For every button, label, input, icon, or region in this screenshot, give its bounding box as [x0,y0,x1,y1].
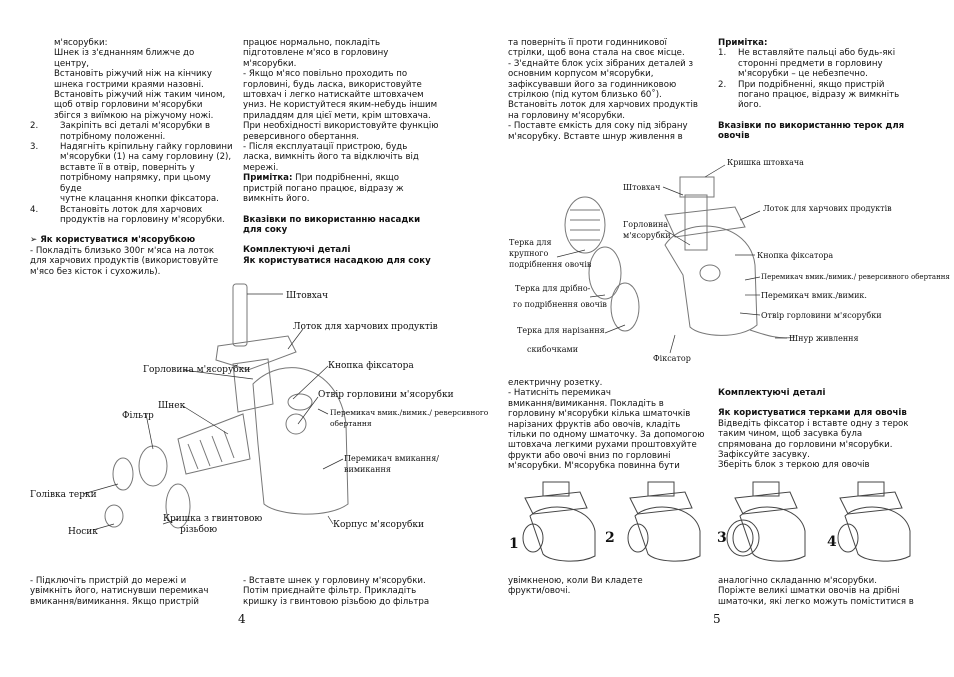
label-tray: Лоток для харчових продуктів [763,204,892,213]
text-line: - Поставте ємкість для соку під зібрану [508,121,688,132]
page5-col1-mid [508,378,713,472]
section-heading: Вказівки по використанню насадки [243,214,421,225]
section-heading: овочів [718,131,750,142]
label-neck-hole: Отвір горловини м'ясорубки [318,390,454,400]
section-heading: для соку [243,224,288,235]
text-line: кришку із гвинтовою різьбою до фільтра [243,596,430,607]
page4-col1 [30,38,235,277]
text-line: ласка, вимкніть його та відключіть від [243,152,419,163]
list-item [30,121,235,142]
text-line: м'ясорубки (1) на саму горловину (2), [60,152,232,163]
text-line: працює нормально, покладіть [243,38,381,48]
text-line: спрямована до горловини м'ясорубки. [718,439,893,450]
step-3-illustration [727,482,805,561]
text-line: для харчових продуктів (використовуйте [30,256,219,267]
label-spout: Носик [68,527,98,537]
label-fine-grater: Терка для дрібно- [515,284,591,293]
label-coarse-grater: крупного [509,249,549,258]
step-4-illustration [838,482,910,561]
page4-col2 [243,38,453,266]
text-line: Шнек із з'єднанням ближче до [54,48,195,59]
list-number: 2. [718,79,727,90]
text-line: пристрій погано працює, відразу ж [243,183,404,194]
section-heading: Як користуватися терками для овочів [718,408,907,419]
slicer-shape [611,283,639,331]
label-power-switch: Перемикач вмикання/ [344,454,439,463]
text-line: тільки по одному шматочку. За допомогою [508,430,705,441]
list-item [718,48,928,79]
note-label: Примітка: [243,173,293,184]
text-line: приладдям для цієї мети, крім штовхача. [243,110,431,121]
note-line [243,173,453,183]
coarse-grater-shape [565,197,605,253]
text-line: Зафіксуйте засувку. [718,450,810,461]
text-line: Встановіть лоток для харчових продуктів [508,100,698,111]
list-item [30,205,235,226]
label-reverse-switch: Перемикач вмик./вимик./ реверсивного обертання [761,273,950,281]
grater-diagram [505,155,950,370]
steps-list [30,121,235,225]
filter-shape [139,446,167,486]
text-line: Закріпіть всі деталі м'ясорубки в [60,121,211,132]
text-line: та поверніть її проти годинникової [508,38,667,48]
label-neck-hole: Отвір горловини м'ясорубки [761,311,882,320]
text-line: вмикання/вимикання. Якщо пристрій [30,596,200,607]
text-line: шматочки, які легко можуть поміститися в [718,596,914,607]
page-number: 5 [713,612,721,626]
section-heading: Вказівки по використанню терок для [718,120,905,131]
assembly-steps [505,476,930,572]
step-2-illustration [628,482,700,561]
step-number: 1 [509,536,519,552]
label-lock-button: Кнопка фіксатора [328,361,414,371]
label-tray: Лоток для харчових продуктів [293,322,438,332]
auger-shape [178,414,250,474]
text-line: сторонні предмети в горловину [738,58,883,69]
text-line: м'ясорубки. М'ясорубка повинна бути [508,461,680,472]
label-neck: Горловина [623,220,669,229]
text-line: фрукти/овочі. [508,586,571,597]
text-line: горловину м'ясорубки кілька шматочків [508,409,691,420]
pusher-shape [685,195,707,250]
text-line: м'ясорубки. [243,58,297,69]
grater-head-shape [113,458,133,490]
text-line: Поріжте великі шматки овочів на дрібні [718,586,900,597]
label-fine-grater: го подрібнення овочів [513,300,607,309]
text-line: штовхача легкими рухами проштовхуйте [508,440,697,451]
text-line: потрібному напрямку, при цьому буде [60,173,211,194]
label-lock-button: Кнопка фіксатора [757,251,834,260]
text-line: вмикання/вимикання. Покладіть в [508,398,664,409]
label-reverse-switch: Перемикач вмик./вимик./ реверсивного [330,408,489,417]
page4-bottom-col1 [30,576,235,607]
text-line: горловині, будь ласка, використовуйте [243,79,422,90]
list-number: 1. [718,48,727,59]
step-1-illustration [523,482,595,561]
step-number: 4 [827,534,837,550]
text-line: - З'єднайте блок усіх зібраних деталей з [508,58,694,69]
text-line: центру, [54,58,90,69]
note-text: При подрібненні, якщо [292,173,400,184]
text-line: - Натисніть перемикач [508,388,611,399]
label-slicer: скибочками [527,345,579,354]
text-line: стрілки, щоб вона стала на своє місце. [508,48,685,59]
label-nut: Кришка з гвинтовою [163,514,263,524]
intro-block [30,38,235,121]
text-line: нарізаних фруктів або овочів, кладіть [508,419,681,430]
label-pusher: Штовхач [623,183,661,192]
text-line: щоб отвір горловини м'ясорубки [54,100,203,111]
note-list [718,48,928,110]
label-neck: Горловина м'ясорубки [143,365,251,375]
text-line: м'ясорубки – це небезпечно. [738,69,868,80]
label-slicer: Терка для нарізання [517,326,605,335]
text-line: Встановіть ріжучий ніж на кінчику [54,69,212,80]
label-pusher: Штовхач [286,291,329,301]
text-line: м'ясорубку. Вставте шнур живлення в [508,131,683,142]
page5-col1-top [508,38,713,142]
lid-shape [680,177,714,197]
section-heading: Як користуватися насадкою для соку [243,255,431,266]
text-line: чутне клацання кнопки фіксатора. [60,194,219,205]
section-heading: ➢ Як користуватися м'ясорубкою [30,235,196,246]
step-number: 2 [605,530,615,546]
text-line: стрілкою (під кутом близько 60˚). [508,90,662,101]
text-line: Не вставляйте пальці або будь-які [738,48,896,59]
text-line: продуктів на горловину м'ясорубки. [60,214,225,225]
text-line: потрібному положенні. [60,131,166,142]
label-cord: Шнур живлення [789,334,859,343]
section-heading: Комплектуючі деталі [718,388,826,398]
label-coarse-grater: подрібнення овочів [509,260,592,269]
text-line: униз. Не користуйтеся яким-небудь іншим [243,100,438,111]
text-line: Потім приєднайте фільтр. Прикладіть [243,586,417,597]
label-lock: Фіксатор [653,354,691,363]
text-line: увімкненою, коли Ви кладете [508,576,643,586]
label-power-switch: вимикання [344,465,391,474]
label-power-switch: Перемикач вмик./вимик. [761,291,867,300]
text-line: - Покладіть близько 300г м'яса на лоток [30,245,215,256]
spout-shape [105,505,123,527]
page5-col2-mid [718,388,928,471]
text-line: Встановіть лоток для харчових [60,204,203,215]
text-line: його. [738,100,762,111]
text-line: м'ясо без кісток і сухожиль). [30,266,161,277]
label-body: Корпус м'ясорубки [333,520,425,530]
list-item [30,142,235,204]
text-line: основним корпусом м'ясорубки, [508,69,654,80]
text-line: вимкніть його. [243,194,310,205]
text-line: - Вставте шнек у горловину м'ясорубки. [243,576,426,586]
list-number: 3. [30,142,39,153]
note-label: Примітка: [718,38,768,48]
text-line: Надягніть кріпильну гайку горловини [60,142,233,153]
list-number: 2. [30,121,39,132]
page5-col2-top [718,38,928,142]
text-line: підготовлене м'ясо в горловину [243,48,389,59]
label-filter: Фільтр [122,411,154,421]
text-line: Встановіть ріжучий ніж таким чином, [54,90,226,101]
fine-grater-shape [589,247,621,299]
text-line: Зберіть блок з теркою для овочів [718,460,870,471]
page5-bottom-col1 [508,576,713,597]
text-line: таким чином, щоб засувка була [718,429,863,440]
text-line: мережі. [243,162,279,173]
text-line: реверсивного обертання. [243,131,360,142]
text-line: Відведіть фіксатор і вставте одну з терок [718,418,909,429]
list-item [718,80,928,111]
text-line: - Підключіть пристрій до мережі и [30,576,187,586]
label-nut: різьбою [180,525,218,535]
text-line: штовхач і легко натискайте штовхачем [243,90,424,101]
label-coarse-grater: Терка для [509,238,552,247]
text-line: аналогічно складанню м'ясорубки. [718,576,877,586]
text-line: м'ясорубки: [54,38,108,48]
label-reverse-switch: обертання [330,419,372,428]
text-line: на горловину м'ясорубки. [508,110,626,121]
label-grater-head: Голівка терки [30,490,97,500]
pusher-shape [233,284,247,346]
text-line: фрукти або овочі вниз по горловині [508,450,671,461]
text-line: - Після експлуатації пристрою, будь [243,142,408,153]
text-line: увімкніть його, натиснувши перемикач [30,586,209,597]
label-auger: Шнек [158,401,186,411]
text-line: шнека гострими краями назовні. [54,79,204,90]
page5-bottom-col2 [718,576,928,607]
text-line: зафіксувавши його за годинниковою [508,79,677,90]
text-line: При необхідності використовуйте функцію [243,121,439,132]
text-line: вставте її в отвір, поверніть у [60,162,195,173]
section-heading: Комплектуючі деталі [243,245,351,256]
text-line: погано працює, відразу ж вимкніть [738,90,900,101]
text-line: електричну розетку. [508,378,603,388]
text-line: збігся з виїмкою на ріжучому ножі. [54,110,214,121]
text-line: При подрібненні, якщо пристрій [738,79,885,90]
label-neck: м'ясорубки [623,231,671,240]
page-number: 4 [238,612,246,626]
page4-bottom-col2 [243,576,453,607]
label-lid: Кришка штовхача [727,158,804,167]
text-line: - Якщо м'ясо повільно проходить по [243,69,408,80]
list-number: 4. [30,204,39,215]
meat-grinder-diagram [28,284,489,574]
step-number: 3 [717,530,727,546]
